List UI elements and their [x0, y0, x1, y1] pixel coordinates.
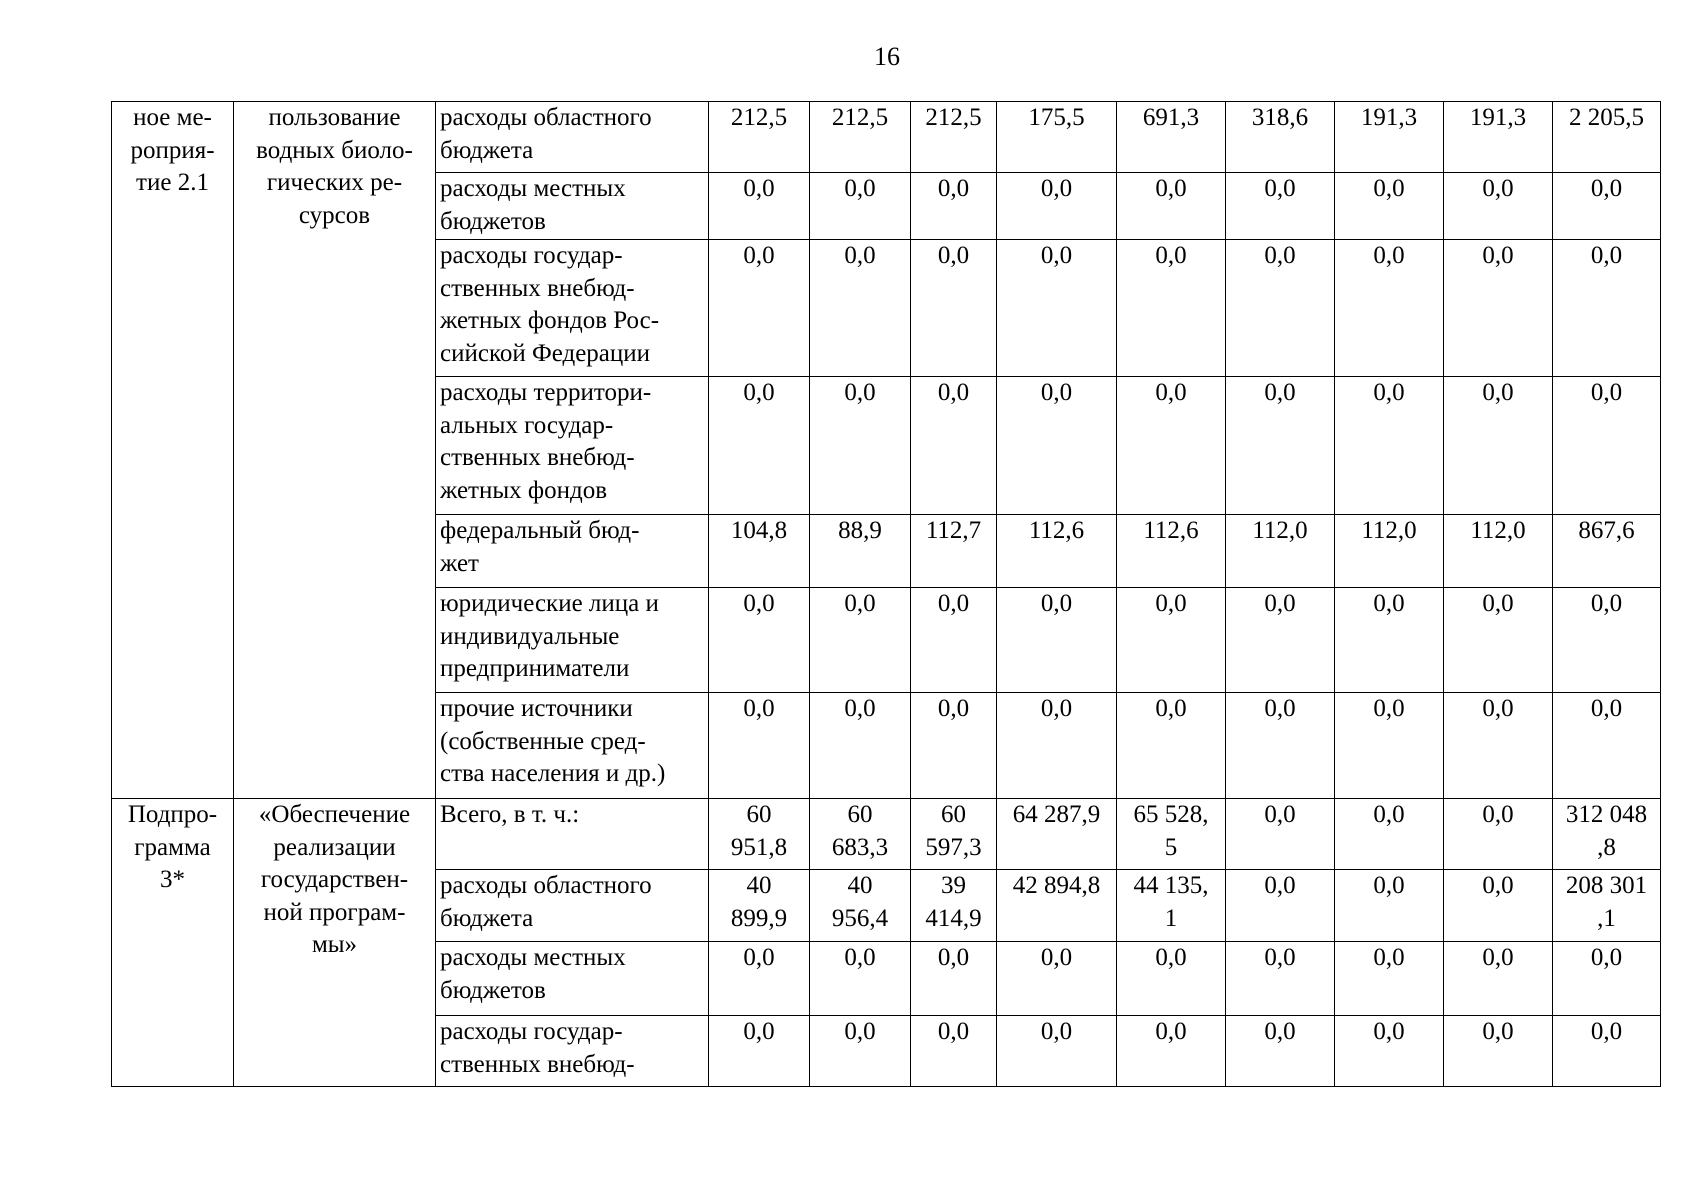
value-cell: 0,0 [1335, 693, 1444, 799]
funding-source-cell [436, 240, 709, 377]
funding-source-text: федеральный бюд- жет [440, 517, 640, 577]
row-group-name-text: «Обеспечение реализации государствен- ной програм- мы» [258, 801, 411, 959]
funding-source-text: расходы государ- ственных внебюд- жетных фондов Рос- сийской Федерации [440, 242, 660, 367]
value-cell: 0,0 [810, 588, 911, 693]
funding-source-text: Всего, в т. ч.: [440, 801, 580, 828]
value-cell: 0,0 [1117, 588, 1226, 693]
value-cell: 0,0 [1444, 377, 1553, 515]
funding-source-text: прочие источники (собственные сред- ства населения и др.) [440, 695, 666, 788]
value-cell: 0,0 [810, 377, 911, 515]
value-cell: 312 048 ,8 [1553, 799, 1661, 870]
value-cell: 112,6 [997, 515, 1117, 588]
value-cell: 0,0 [1444, 799, 1553, 870]
value-cell: 0,0 [709, 588, 810, 693]
value-cell: 112,0 [1226, 515, 1335, 588]
value-cell: 191,3 [1444, 102, 1553, 173]
value-cell: 0,0 [709, 173, 810, 240]
funding-source-cell [436, 693, 709, 799]
value-cell: 0,0 [1444, 173, 1553, 240]
value-cell: 175,5 [997, 102, 1117, 173]
value-cell: 0,0 [1117, 942, 1226, 1016]
value-cell: 0,0 [1335, 173, 1444, 240]
value-cell: 0,0 [1335, 942, 1444, 1016]
funding-source-cell [436, 377, 709, 515]
value-cell: 0,0 [911, 1016, 997, 1087]
value-cell: 0,0 [709, 942, 810, 1016]
value-cell: 0,0 [911, 377, 997, 515]
row-group-name-text: пользование водных биоло- гических ре- сурсов [256, 104, 413, 229]
funding-source-text: юридические лица и индивидуальные предприниматели [440, 590, 659, 683]
value-cell: 0,0 [810, 173, 911, 240]
value-cell: 0,0 [1553, 240, 1661, 377]
row-group-label-text: Подпро- грамма 3* [127, 801, 218, 894]
value-cell: 112,7 [911, 515, 997, 588]
value-cell: 191,3 [1335, 102, 1444, 173]
value-cell: 0,0 [1444, 942, 1553, 1016]
value-cell: 40 899,9 [709, 870, 810, 942]
value-cell: 318,6 [1226, 102, 1335, 173]
value-cell: 0,0 [1553, 377, 1661, 515]
value-cell: 0,0 [1444, 1016, 1553, 1087]
value-cell: 0,0 [1335, 870, 1444, 942]
value-cell: 0,0 [1553, 942, 1661, 1016]
value-cell: 0,0 [810, 942, 911, 1016]
value-cell: 0,0 [1444, 693, 1553, 799]
row-group-label [112, 102, 234, 799]
table-row [112, 102, 1661, 173]
funding-source-text: расходы областного бюджета [440, 104, 652, 164]
value-cell: 0,0 [1553, 173, 1661, 240]
value-cell: 44 135, 1 [1117, 870, 1226, 942]
table-row [112, 799, 1661, 870]
funding-source-text: расходы местных бюджетов [440, 944, 626, 1004]
funding-source-cell [436, 799, 709, 870]
funding-source-cell [436, 588, 709, 693]
value-cell: 0,0 [1226, 377, 1335, 515]
value-cell: 0,0 [810, 240, 911, 377]
value-cell: 112,0 [1335, 515, 1444, 588]
value-cell: 212,5 [709, 102, 810, 173]
value-cell: 112,6 [1117, 515, 1226, 588]
value-cell: 0,0 [997, 693, 1117, 799]
value-cell: 0,0 [810, 1016, 911, 1087]
value-cell: 60 951,8 [709, 799, 810, 870]
funding-source-cell [436, 942, 709, 1016]
value-cell: 60 683,3 [810, 799, 911, 870]
funding-source-cell [436, 1016, 709, 1087]
funding-source-text: расходы областного бюджета [440, 872, 652, 932]
value-cell: 0,0 [709, 240, 810, 377]
value-cell: 0,0 [911, 693, 997, 799]
value-cell: 212,5 [810, 102, 911, 173]
value-cell: 0,0 [911, 942, 997, 1016]
value-cell: 0,0 [997, 1016, 1117, 1087]
funding-source-cell [436, 515, 709, 588]
value-cell: 0,0 [911, 173, 997, 240]
value-cell: 0,0 [1335, 240, 1444, 377]
value-cell: 0,0 [1335, 588, 1444, 693]
budget-table [111, 101, 1661, 1087]
value-cell: 0,0 [709, 1016, 810, 1087]
value-cell: 0,0 [1226, 870, 1335, 942]
value-cell: 0,0 [997, 377, 1117, 515]
value-cell: 104,8 [709, 515, 810, 588]
page-number: 16 [874, 42, 900, 71]
value-cell: 112,0 [1444, 515, 1553, 588]
value-cell: 867,6 [1553, 515, 1661, 588]
row-group-name [234, 102, 436, 799]
value-cell: 0,0 [997, 942, 1117, 1016]
value-cell: 60 597,3 [911, 799, 997, 870]
row-group-label [112, 799, 234, 1087]
value-cell: 65 528, 5 [1117, 799, 1226, 870]
value-cell: 0,0 [1226, 1016, 1335, 1087]
value-cell: 691,3 [1117, 102, 1226, 173]
value-cell: 208 301 ,1 [1553, 870, 1661, 942]
value-cell: 0,0 [1226, 799, 1335, 870]
funding-source-text: расходы местных бюджетов [440, 175, 626, 235]
value-cell: 0,0 [911, 588, 997, 693]
value-cell: 0,0 [1226, 240, 1335, 377]
value-cell: 39 414,9 [911, 870, 997, 942]
value-cell: 0,0 [997, 173, 1117, 240]
value-cell: 40 956,4 [810, 870, 911, 942]
value-cell: 0,0 [997, 240, 1117, 377]
value-cell: 0,0 [1226, 588, 1335, 693]
value-cell: 0,0 [1117, 173, 1226, 240]
value-cell: 0,0 [1444, 870, 1553, 942]
value-cell: 0,0 [1117, 377, 1226, 515]
funding-source-cell [436, 870, 709, 942]
value-cell: 0,0 [1335, 1016, 1444, 1087]
funding-source-text: расходы территори- альных государ- ственных внебюд- жетных фондов [440, 379, 652, 504]
value-cell: 0,0 [1335, 377, 1444, 515]
table-body [112, 102, 1661, 1087]
value-cell: 0,0 [1553, 588, 1661, 693]
value-cell: 0,0 [1117, 1016, 1226, 1087]
row-group-label-text: ное ме- роприя- тие 2.1 [130, 104, 215, 197]
value-cell: 212,5 [911, 102, 997, 173]
value-cell: 42 894,8 [997, 870, 1117, 942]
value-cell: 0,0 [997, 588, 1117, 693]
funding-source-cell [436, 102, 709, 173]
value-cell: 0,0 [1226, 942, 1335, 1016]
value-cell: 64 287,9 [997, 799, 1117, 870]
funding-source-cell [436, 173, 709, 240]
value-cell: 0,0 [1444, 240, 1553, 377]
value-cell: 88,9 [810, 515, 911, 588]
value-cell: 0,0 [709, 693, 810, 799]
value-cell: 0,0 [1117, 240, 1226, 377]
row-group-name [234, 799, 436, 1087]
value-cell: 0,0 [1226, 693, 1335, 799]
funding-source-text: расходы государ- ственных внебюд- [440, 1018, 635, 1078]
value-cell: 0,0 [1444, 588, 1553, 693]
value-cell: 0,0 [1117, 693, 1226, 799]
value-cell: 0,0 [911, 240, 997, 377]
value-cell: 0,0 [1335, 799, 1444, 870]
value-cell: 0,0 [1553, 1016, 1661, 1087]
value-cell: 0,0 [1226, 173, 1335, 240]
value-cell: 2 205,5 [1553, 102, 1661, 173]
value-cell: 0,0 [1553, 693, 1661, 799]
value-cell: 0,0 [810, 693, 911, 799]
value-cell: 0,0 [709, 377, 810, 515]
